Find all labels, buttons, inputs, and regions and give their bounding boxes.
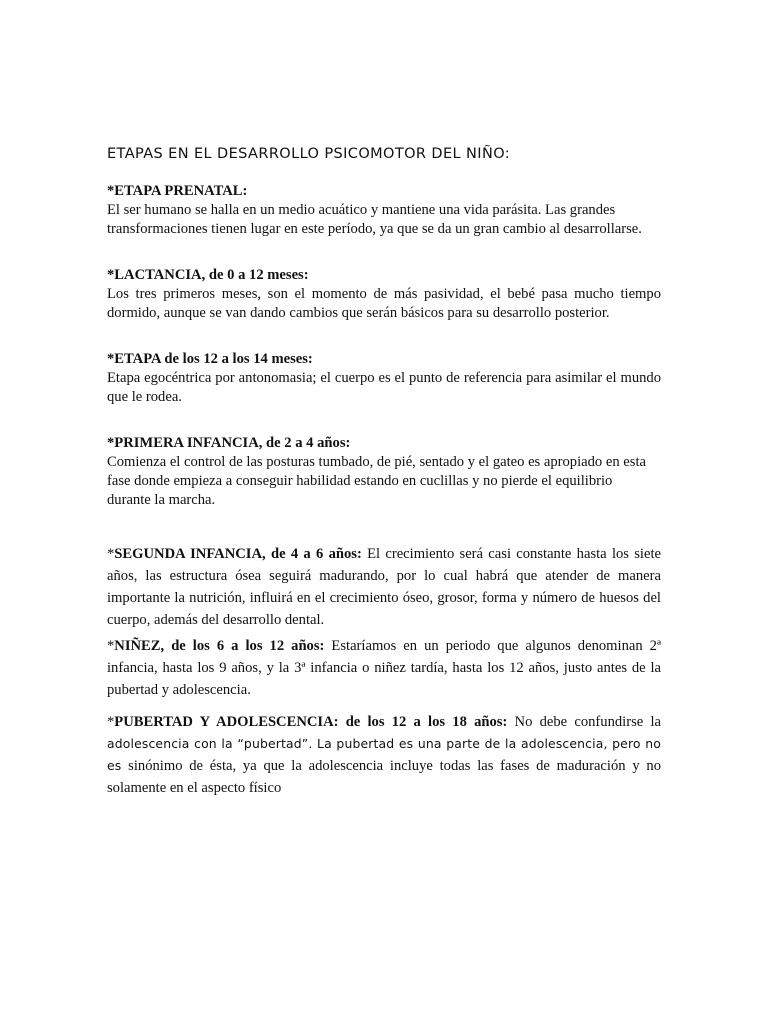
section-heading: *PRIMERA INFANCIA, de 2 a 4 años: <box>107 435 351 451</box>
section-segunda-infancia <box>107 543 661 631</box>
section-body: Etapa egocéntrica por antonomasia; el cuerpo es el punto de referencia para asimilar el mundo que le rodea. <box>107 370 661 405</box>
section-body: Estaríamos en un periodo que algunos denominan 2ª infancia, hasta los 9 años, y la 3ª infancia o niñez tardía, hasta los 12 años, justo antes de la pubertad y adolescencia. <box>107 638 661 698</box>
section-body: Los tres primeros meses, son el momento de más pasividad, el bebé pasa mucho tiempo dormido, aunque se van dando cambios que serán básicos para su desarrollo posterior. <box>107 286 661 321</box>
document-title: ETAPAS EN EL DESARROLLO PSICOMOTOR DEL NIÑO: <box>107 146 511 162</box>
section-prefix: * <box>107 546 115 562</box>
section-body-part-c: sinónimo de ésta, ya que la adolescencia incluye todas las fases de maduración y no solamente en el aspecto físico <box>107 758 661 796</box>
section-prefix: * <box>107 638 115 654</box>
section-primera-infancia <box>107 434 655 510</box>
section-heading: *LACTANCIA, de 0 a 12 meses: <box>107 267 309 283</box>
section-heading: PUBERTAD Y ADOLESCENCIA: de los 12 a los 18 años: <box>114 714 508 730</box>
section-heading: SEGUNDA INFANCIA, de 4 a 6 años: <box>114 546 362 562</box>
section-body-part-a: No debe confundirse la <box>507 714 661 730</box>
section-heading: NIÑEZ, de los 6 a los 12 años: <box>114 638 325 654</box>
section-etapa-prenatal <box>107 182 661 239</box>
section-pubertad-adolescencia <box>107 711 661 799</box>
section-ninez <box>107 635 661 701</box>
section-heading: *ETAPA de los 12 a los 14 meses: <box>107 351 313 367</box>
section-body-part-b: adolescencia con la “pubertad”. La pubertad es una parte de la adolescencia, pero no es <box>107 736 661 773</box>
section-body: El crecimiento será casi constante hasta los siete años, las estructura ósea seguirá madurando, por lo cual habrá que atender de manera importante la nutrición, influirá en el crecimiento óseo, grosor, forma y número de huesos del cuerpo, además del desarrollo dental. <box>107 546 661 628</box>
section-body: El ser humano se halla en un medio acuático y mantiene una vida parásita. Las grandes transformaciones tienen lugar en este período, ya que se da un gran cambio al desarrollarse. <box>107 202 642 237</box>
section-lactancia <box>107 266 661 323</box>
section-prefix: * <box>107 714 115 730</box>
section-body: Comienza el control de las posturas tumbado, de pié, sentado y el gateo es apropiado en esta fase donde empieza a conseguir habilidad estando en cuclillas y no pierde el equilibrio durante la marcha. <box>107 454 646 508</box>
section-heading: *ETAPA PRENATAL: <box>107 183 248 199</box>
section-etapa-12-14-meses <box>107 350 661 407</box>
